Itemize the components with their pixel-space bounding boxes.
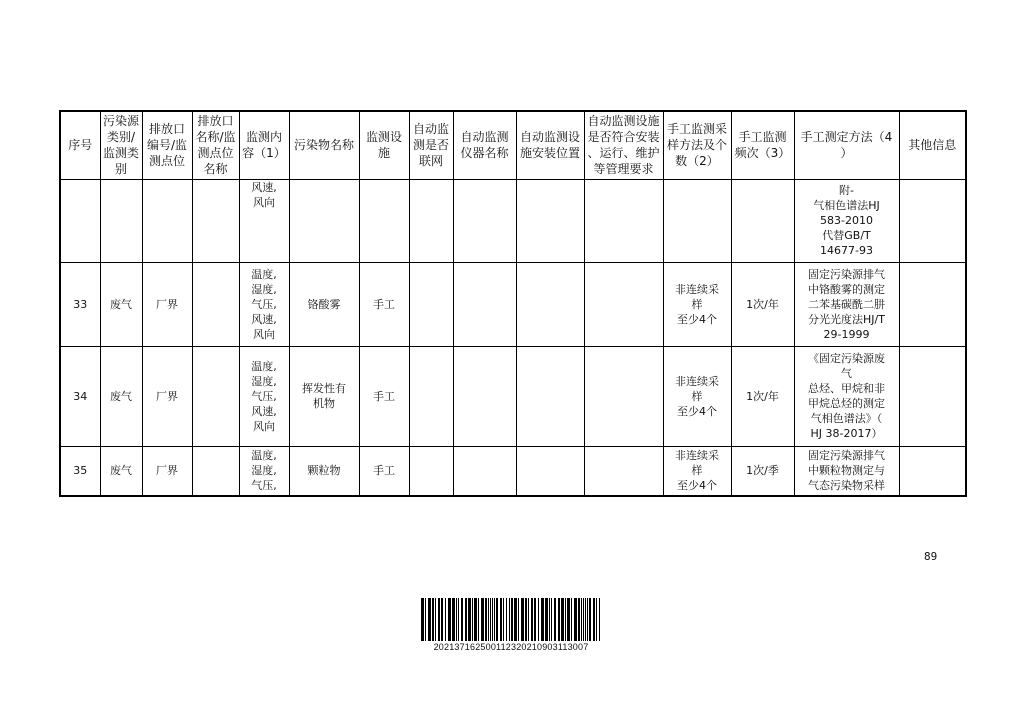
cell-outlet-name bbox=[192, 346, 239, 446]
barcode-bar bbox=[481, 598, 484, 641]
header-manual-method: 手工监测采 样方法及个 数（2） bbox=[663, 111, 731, 179]
barcode-bar bbox=[567, 598, 570, 641]
cell-facility: 手工 bbox=[359, 346, 409, 446]
cell-frequency: 1次/年 bbox=[731, 262, 794, 346]
barcode-bar bbox=[574, 598, 577, 641]
cell-outlet-name bbox=[192, 446, 239, 496]
table-row bbox=[60, 446, 966, 496]
barcode-bar bbox=[492, 598, 493, 641]
cell-monitor-content: 温度, 湿度, 气压, 风速, 风向 bbox=[239, 346, 289, 446]
cell-manual-method: 非连续采 样 至少4个 bbox=[663, 346, 731, 446]
barcode-bar bbox=[445, 598, 446, 641]
barcode-bar bbox=[490, 598, 491, 641]
header-pollutant: 污染物名称 bbox=[289, 111, 359, 179]
barcode-bar bbox=[435, 598, 436, 641]
cell-outlet-id: 厂界 bbox=[142, 346, 192, 446]
cell-serial: 34 bbox=[60, 346, 100, 446]
barcode-bar bbox=[596, 598, 597, 641]
cell-monitor-content: 风速, 风向 bbox=[239, 179, 289, 262]
barcode-bar bbox=[472, 598, 473, 641]
barcode-bar bbox=[518, 598, 519, 641]
header-source-type: 污染源 类别/ 监测类 别 bbox=[100, 111, 142, 179]
cell-monitor-content: 温度, 湿度, 气压, 风速, 风向 bbox=[239, 262, 289, 346]
barcode-bar bbox=[554, 598, 556, 641]
cell-pollutant: 铬酸雾 bbox=[289, 262, 359, 346]
cell-install-position bbox=[516, 446, 584, 496]
barcode-bar bbox=[565, 598, 566, 641]
cell-instrument bbox=[453, 346, 516, 446]
barcode-bar bbox=[549, 598, 550, 641]
cell-install-position bbox=[516, 179, 584, 262]
header-other-info: 其他信息 bbox=[899, 111, 966, 179]
cell-networked bbox=[409, 446, 453, 496]
barcode-bar bbox=[509, 598, 510, 641]
barcode-bar bbox=[496, 598, 498, 641]
table-header-row bbox=[60, 111, 966, 179]
barcode-bar bbox=[583, 598, 584, 641]
cell-serial bbox=[60, 179, 100, 262]
cell-manual-method: 非连续采 样 至少4个 bbox=[663, 446, 731, 496]
cell-test-method: 固定污染源排气 中颗粒物测定与 气态污染物采样 bbox=[794, 446, 899, 496]
header-networked: 自动监 测是否 联网 bbox=[409, 111, 453, 179]
barcode-bar bbox=[458, 598, 459, 641]
barcode-bar bbox=[421, 598, 424, 641]
cell-compliance bbox=[584, 262, 663, 346]
barcode-bar bbox=[456, 598, 457, 641]
cell-outlet-id bbox=[142, 179, 192, 262]
barcode-number: 20213716250011232021090311300​7 bbox=[433, 642, 589, 652]
cell-manual-method bbox=[663, 179, 731, 262]
barcode-bar bbox=[571, 598, 572, 641]
header-facility: 监测设施 bbox=[359, 111, 409, 179]
cell-instrument bbox=[453, 262, 516, 346]
cell-monitor-content: 温度, 湿度, 气压, bbox=[239, 446, 289, 496]
barcode-bar bbox=[593, 598, 595, 641]
barcode-bar bbox=[438, 598, 440, 641]
cell-source-type bbox=[100, 179, 142, 262]
cell-compliance bbox=[584, 446, 663, 496]
cell-install-position bbox=[516, 262, 584, 346]
barcode-bar bbox=[599, 598, 600, 641]
barcode-bar bbox=[425, 598, 426, 641]
barcode-bar bbox=[521, 598, 524, 641]
table-row bbox=[60, 179, 966, 262]
barcode-bar bbox=[578, 598, 580, 641]
monitoring-table bbox=[59, 110, 967, 497]
cell-networked bbox=[409, 346, 453, 446]
cell-serial: 33 bbox=[60, 262, 100, 346]
barcode-bar bbox=[538, 598, 539, 641]
barcode-bar bbox=[589, 598, 591, 641]
header-test-method: 手工测定方法（4 ） bbox=[794, 111, 899, 179]
cell-other-info bbox=[899, 346, 966, 446]
cell-frequency bbox=[731, 179, 794, 262]
cell-frequency: 1次/年 bbox=[731, 346, 794, 446]
table-row bbox=[60, 262, 966, 346]
barcode-bar bbox=[503, 598, 504, 641]
header-serial: 序号 bbox=[60, 111, 100, 179]
cell-outlet-name bbox=[192, 179, 239, 262]
table-row bbox=[60, 346, 966, 446]
cell-test-method: 固定污染源排气 中铬酸雾的测定 二苯基碳酰二肼 分光光度法HJ/T 29-1999 bbox=[794, 262, 899, 346]
cell-outlet-id: 厂界 bbox=[142, 446, 192, 496]
barcode-bar bbox=[468, 598, 471, 641]
cell-install-position bbox=[516, 346, 584, 446]
cell-source-type: 废气 bbox=[100, 346, 142, 446]
header-frequency: 手工监测 频次（3） bbox=[731, 111, 794, 179]
barcode-bar bbox=[488, 598, 489, 641]
barcode-bar bbox=[448, 598, 451, 641]
cell-manual-method: 非连续采 样 至少4个 bbox=[663, 262, 731, 346]
barcode-bar bbox=[587, 598, 588, 641]
barcode-bar bbox=[561, 598, 564, 641]
header-monitor-content: 监测内 容（1） bbox=[239, 111, 289, 179]
cell-networked bbox=[409, 262, 453, 346]
cell-compliance bbox=[584, 346, 663, 446]
page-number: 89 bbox=[924, 550, 938, 563]
cell-facility: 手工 bbox=[359, 262, 409, 346]
barcode-bar bbox=[428, 598, 431, 641]
header-install-position: 自动监测设 施安装位置 bbox=[516, 111, 584, 179]
barcode-bar bbox=[531, 598, 533, 641]
cell-compliance bbox=[584, 179, 663, 262]
barcode-bar bbox=[465, 598, 467, 641]
barcode-bar bbox=[432, 598, 434, 641]
barcode-bar bbox=[541, 598, 544, 641]
barcode-bar bbox=[585, 598, 586, 641]
barcode-bar bbox=[474, 598, 477, 641]
cell-test-method: 《固定污染源废 气 总烃、甲烷和非 甲烷总烃的测定 气相色谱法》（ HJ 38-2017） bbox=[794, 346, 899, 446]
barcode-bar bbox=[485, 598, 487, 641]
cell-pollutant: 挥发性有 机物 bbox=[289, 346, 359, 446]
barcode-bar bbox=[514, 598, 517, 641]
cell-facility bbox=[359, 179, 409, 262]
cell-serial: 35 bbox=[60, 446, 100, 496]
cell-instrument bbox=[453, 179, 516, 262]
cell-other-info bbox=[899, 179, 966, 262]
cell-other-info bbox=[899, 262, 966, 346]
barcode-bar bbox=[558, 598, 560, 641]
barcode-bar bbox=[528, 598, 529, 641]
barcode-bar bbox=[534, 598, 536, 641]
header-outlet-name: 排放口 名称/监 测点位 名称 bbox=[192, 111, 239, 179]
cell-source-type: 废气 bbox=[100, 262, 142, 346]
barcode-bar bbox=[506, 598, 507, 641]
barcode-bar bbox=[581, 598, 582, 641]
barcode-bar bbox=[551, 598, 552, 641]
cell-outlet-id: 厂界 bbox=[142, 262, 192, 346]
header-compliance: 自动监测设施 是否符合安装 、运行、维护 等管理要求 bbox=[584, 111, 663, 179]
barcode bbox=[420, 598, 602, 652]
barcode-bar bbox=[452, 598, 455, 641]
cell-frequency: 1次/季 bbox=[731, 446, 794, 496]
cell-outlet-name bbox=[192, 262, 239, 346]
barcode-bar bbox=[511, 598, 513, 641]
cell-networked bbox=[409, 179, 453, 262]
barcode-bar bbox=[500, 598, 502, 641]
barcode-image bbox=[420, 598, 602, 641]
cell-other-info bbox=[899, 446, 966, 496]
cell-pollutant: 颗粒物 bbox=[289, 446, 359, 496]
barcode-bar bbox=[545, 598, 548, 641]
cell-facility: 手工 bbox=[359, 446, 409, 496]
barcode-bar bbox=[494, 598, 495, 641]
barcode-bar bbox=[461, 598, 463, 641]
header-instrument: 自动监测 仪器名称 bbox=[453, 111, 516, 179]
cell-pollutant bbox=[289, 179, 359, 262]
cell-source-type: 废气 bbox=[100, 446, 142, 496]
cell-instrument bbox=[453, 446, 516, 496]
barcode-bar bbox=[525, 598, 527, 641]
cell-test-method: 附- 气相色谱法HJ 583-2010 代替GB/T 14677-93 bbox=[794, 179, 899, 262]
barcode-bar bbox=[441, 598, 443, 641]
header-outlet-id: 排放口 编号/监 测点位 bbox=[142, 111, 192, 179]
barcode-bar bbox=[478, 598, 479, 641]
